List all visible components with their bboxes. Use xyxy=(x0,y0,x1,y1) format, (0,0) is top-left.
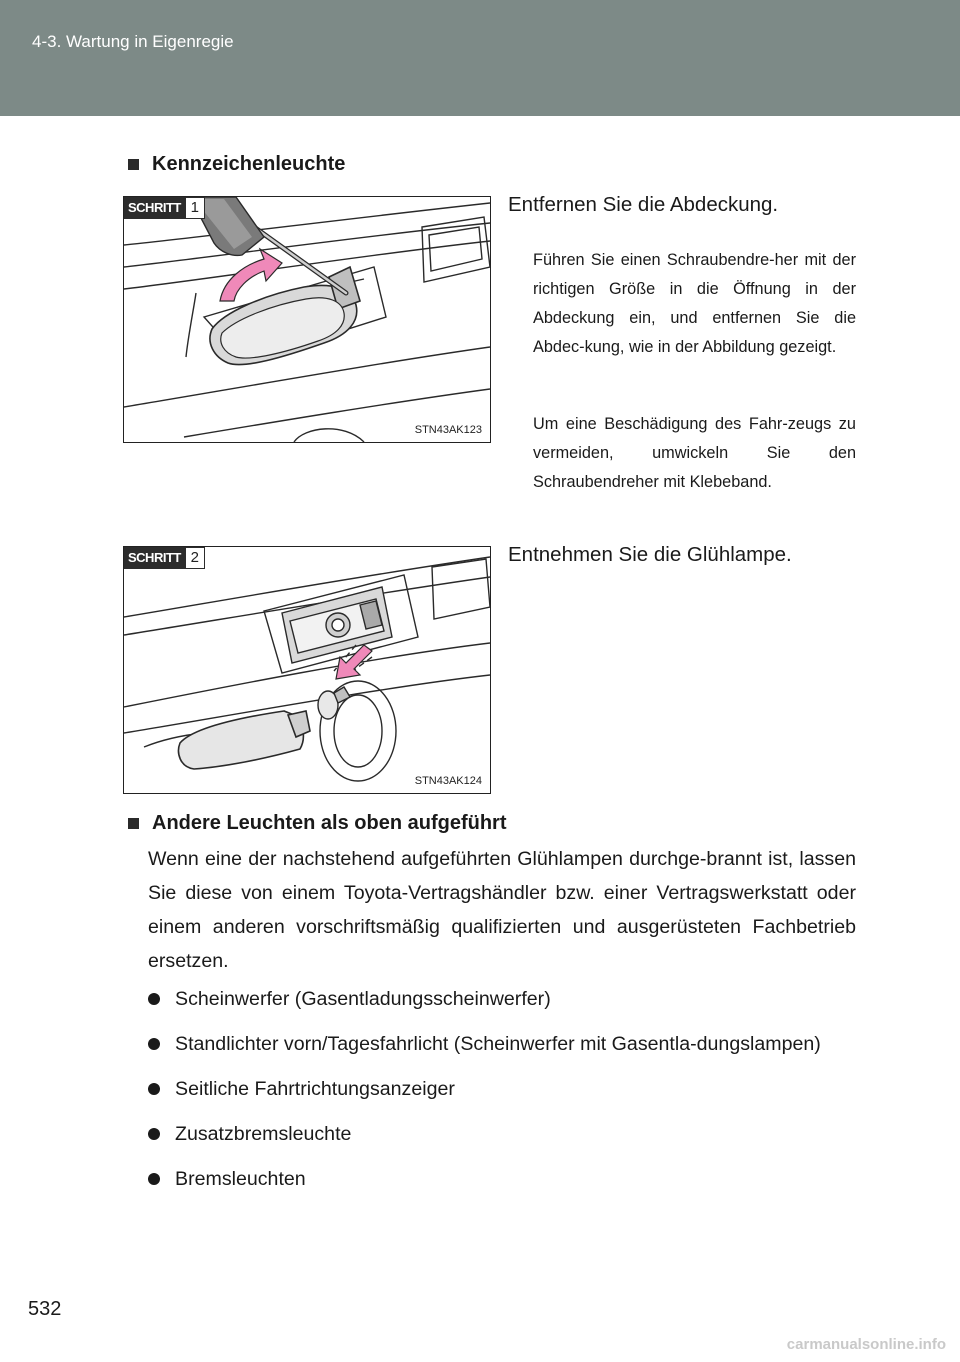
bulb-removal-illustration xyxy=(124,547,490,793)
square-bullet-icon xyxy=(128,159,139,170)
page-number: 532 xyxy=(28,1298,62,1320)
bullet-dot-icon xyxy=(148,1083,160,1095)
bullet-dot-icon xyxy=(148,1173,160,1185)
section-heading-text: Andere Leuchten als oben aufgeführt xyxy=(152,812,507,834)
list-item: Bremsleuchten xyxy=(148,1162,856,1196)
step-word: SCHRITT xyxy=(124,547,185,569)
step-number: 1 xyxy=(185,197,205,219)
step1-instruction: Führen Sie einen Schraubendre-her mit der richtigen Größe in die Öffnung in der Abdeckung ein, und entfernen Sie die Abdec-kung, wie in der Abbildung gezeigt. xyxy=(533,251,856,356)
bullet-dot-icon xyxy=(148,1038,160,1050)
step2-badge xyxy=(124,547,205,569)
chapter-header xyxy=(0,0,960,116)
bullet-dot-icon xyxy=(148,993,160,1005)
step-word: SCHRITT xyxy=(124,197,185,219)
list-item: Seitliche Fahrtrichtungsanzeiger xyxy=(148,1072,856,1106)
step1-caution: Um eine Beschädigung des Fahr-zeugs zu vermeiden, umwickeln Sie den Schraubendreher mit Klebeband. xyxy=(533,415,856,491)
list-item: Standlichter vorn/Tagesfahrlicht (Scheinwerfer mit Gasentla-dungslampen) xyxy=(148,1027,856,1061)
list-item: Scheinwerfer (Gasentladungsscheinwerfer) xyxy=(148,982,856,1016)
section-heading-other-lights xyxy=(128,812,506,835)
chapter-title: 4-3. Wartung in Eigenregie xyxy=(32,32,234,51)
bullet-dot-icon xyxy=(148,1128,160,1140)
step1-title: Entfernen Sie die Abdeckung. xyxy=(508,193,779,216)
section-heading-text: Kennzeichenleuchte xyxy=(152,153,346,175)
section-heading-license-plate-light xyxy=(128,153,345,176)
step1-figure xyxy=(123,196,491,443)
bulb-list xyxy=(148,982,856,1207)
cover-removal-illustration xyxy=(124,197,490,442)
step-number: 2 xyxy=(185,547,205,569)
figure-code: STN43AK123 xyxy=(414,424,482,436)
list-item: Zusatzbremsleuchte xyxy=(148,1117,856,1151)
watermark: carmanualsonline.info xyxy=(786,1336,946,1353)
square-bullet-icon xyxy=(128,818,139,829)
step2-figure xyxy=(123,546,491,794)
step2-title: Entnehmen Sie die Glühlampe. xyxy=(508,543,792,566)
step1-badge xyxy=(124,197,205,219)
figure-code: STN43AK124 xyxy=(414,775,482,787)
other-lights-paragraph: Wenn eine der nachstehend aufgeführten Glühlampen durchge-brannt ist, lassen Sie diese von einem Toyota-Vertragshändler bzw. einer Vertragswerkstatt oder einem anderen vorschriftsmäßig qualifizierten und ausgerüsteten Fachbetrieb ersetzen. xyxy=(148,848,856,972)
